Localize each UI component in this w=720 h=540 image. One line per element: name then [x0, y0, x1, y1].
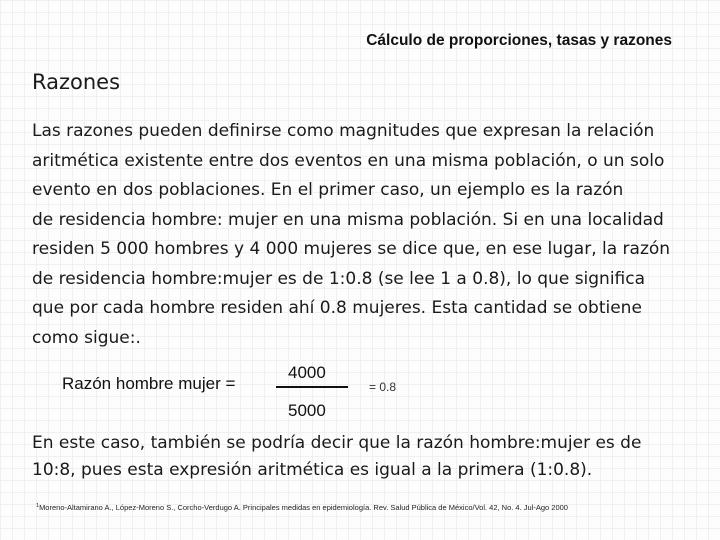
formula-denominator: 5000 — [288, 401, 326, 420]
body-line: que por cada hombre residen ahí 0.8 mujeres. Esta cantidad se obtiene — [32, 298, 642, 318]
formula-label: Razón hombre mujer = — [62, 374, 236, 393]
body-line: evento en dos poblaciones. En el primer caso, un ejemplo es la razón — [32, 180, 624, 200]
conclusion-line: 10:8, pues esta expresión aritmética es igual a la primera (1:0.8). — [32, 460, 593, 480]
body-line: residen 5 000 hombres y 4 000 mujeres se dice que, en ese lugar, la razón — [32, 239, 671, 259]
formula-result: = 0.8 — [369, 380, 397, 394]
body-line: de residencia hombre: mujer en una misma población. Si en una localidad — [32, 209, 664, 230]
section-title: Razones — [32, 70, 121, 94]
body-line: Las razones pueden definirse como magnitudes que expresan la relación — [32, 121, 655, 141]
conclusion-line: En este caso, también se podría decir que la razón hombre:mujer es de — [32, 433, 642, 453]
footnote-marker: 1 — [36, 503, 40, 509]
body-line: aritmética existente entre dos eventos en una misma población, o un solo — [32, 150, 665, 171]
body-paragraph — [32, 117, 712, 353]
footnote — [36, 503, 568, 512]
body-line: de residencia hombre:mujer es de 1:0.8 (se lee 1 a 0.8), lo que significa — [32, 268, 646, 289]
conclusion-paragraph — [32, 430, 712, 484]
body-line: como sigue:. — [32, 327, 141, 348]
footnote-text: Moreno-Altamirano A., López-Moreno S., Corcho-Verdugo A. Principales medidas en epidemiología. Rev. Salud Pública de México/Vol. 42, No. 4. Jul-Ago 2000 — [39, 503, 568, 512]
formula-numerator: 4000 — [288, 363, 326, 382]
fraction-bar — [276, 386, 348, 388]
page-header-title: Cálculo de proporciones, tasas y razones — [366, 32, 672, 49]
